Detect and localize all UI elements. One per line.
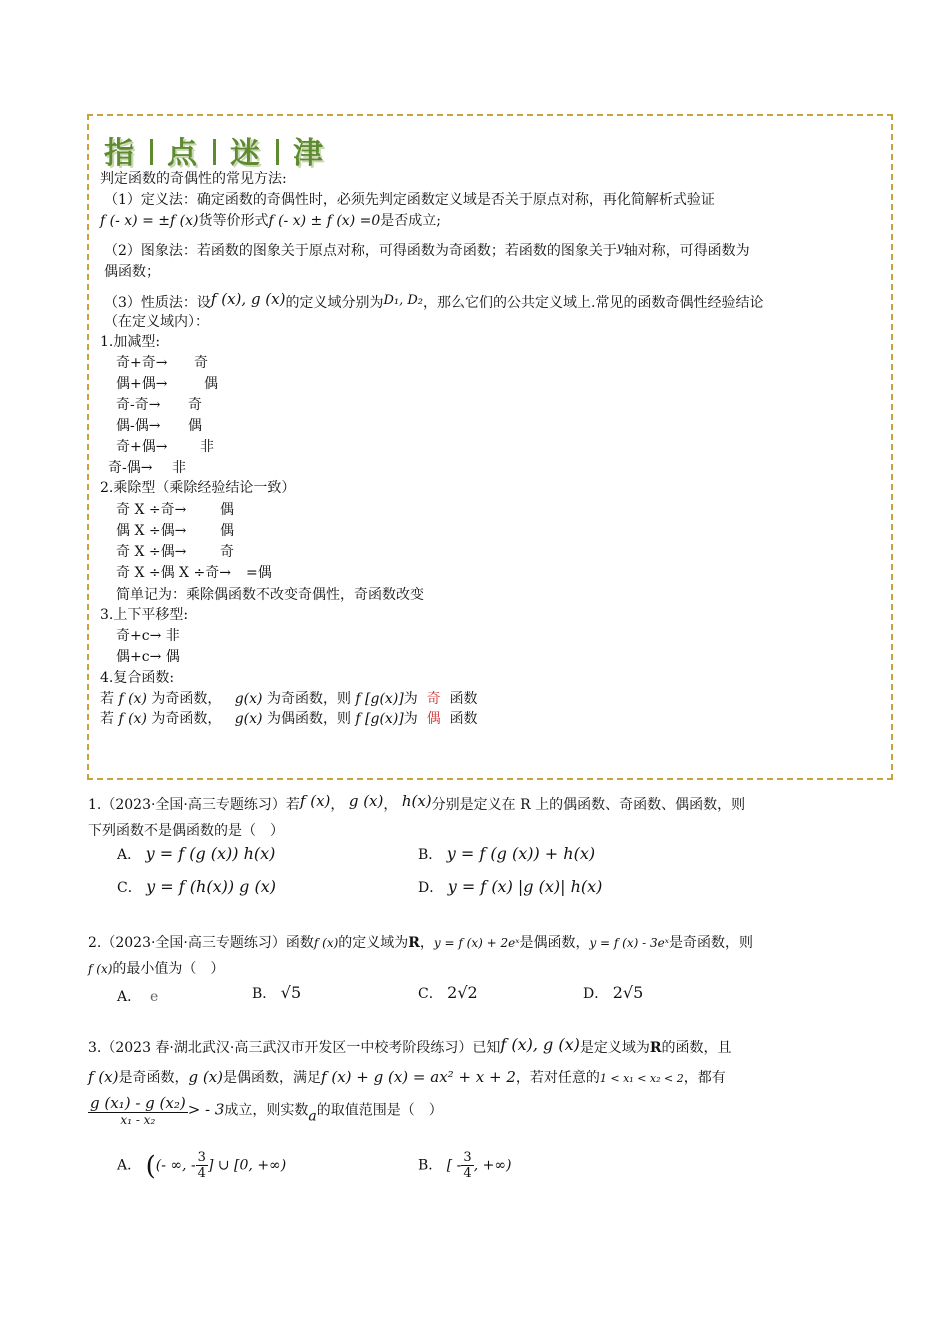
q1-stem-cont: 下列函数不是偶函数的是（ ） — [88, 823, 284, 839]
rule-result: 奇 — [188, 397, 202, 413]
text: 函数 — [449, 691, 478, 707]
method-2-line — [104, 240, 750, 260]
math-fraction — [196, 1150, 208, 1181]
math-expr: h(x) — [401, 792, 432, 810]
option-label: C． — [117, 880, 142, 896]
option-label: B． — [418, 847, 443, 863]
section-title: 2.乘除型（乘除经验结论一致） — [100, 480, 296, 496]
math-expr: f (x), g (x) — [500, 1035, 580, 1054]
text: 3.（2023 春·湖北武汉·高三武汉市开发区一中校考阶段练习）已知 — [88, 1040, 501, 1056]
text: 若 — [100, 691, 114, 707]
math-expr: ] ∪ [0, +∞) — [207, 1157, 287, 1174]
math-expr: (- ∞, - — [155, 1157, 196, 1174]
text: ，那么它们的公共定义域上.常见的函数奇偶性经验结论 — [423, 295, 764, 311]
q1-option-d[interactable] — [418, 877, 602, 897]
math-expr: [ - — [446, 1157, 462, 1174]
banner-char: 津 — [293, 136, 325, 171]
math-expr: f (x) — [118, 711, 147, 727]
text: 是偶函数，满足 — [223, 1070, 322, 1086]
text: ，都有 — [683, 1070, 726, 1086]
text: 分别是定义在 R 上的偶函数、奇函数、偶函数，则 — [431, 797, 746, 813]
option-label: C． — [418, 986, 443, 1002]
math-expr: 2√2 — [447, 983, 478, 1002]
math-expr: g (x) — [188, 1068, 224, 1086]
option-label: B． — [252, 986, 277, 1002]
rule-left: 奇 X ÷偶 X ÷奇→ — [116, 565, 231, 581]
q2-option-d[interactable] — [583, 983, 643, 1003]
q3-option-a[interactable] — [117, 1150, 286, 1182]
math-expr: D₁, D₂ — [383, 293, 424, 308]
math-expr: f (x) — [299, 792, 331, 810]
option-label: A． — [117, 989, 142, 1005]
rule-left: 奇 X ÷偶→ — [116, 544, 187, 560]
text: 轴对称，可得函数为 — [623, 243, 750, 259]
text: 函数 — [449, 711, 478, 727]
text: 的最小值为（ ） — [112, 961, 225, 977]
method-3-cont: （在定义域内）： — [104, 314, 209, 330]
rule-result: 奇 — [220, 544, 234, 560]
text: ，若对任意的 — [515, 1070, 600, 1086]
math-expr: f [g(x)] — [355, 711, 404, 727]
banner-divider — [150, 139, 153, 165]
math-expr: y = f (h(x)) g (x) — [146, 877, 277, 896]
method-1-text: （1）定义法：确定函数的奇偶性时，必须先判定函数定义域是否关于原点对称，再化简解析式验证 — [104, 192, 715, 208]
math-fraction — [88, 1094, 188, 1127]
math-expr: f (x) — [88, 962, 113, 976]
math-expr: f (x) + g (x) = ax² + x + 2 — [321, 1068, 516, 1086]
math-expr: g(x) — [234, 711, 263, 727]
math-R: R — [408, 935, 420, 951]
text: （2）图象法：若函数的图象关于原点对称，可得函数为奇函数；若函数的图象关于 — [104, 243, 617, 259]
text: 为奇函数， — [151, 711, 222, 727]
math-expr: f (x) — [313, 936, 339, 950]
rule-result: 非 — [200, 439, 214, 455]
q2-option-a[interactable] — [117, 986, 158, 1006]
rule-result: 偶 — [188, 418, 202, 434]
math-expr: f (x) — [118, 691, 147, 707]
tip-intro: 判定函数的奇偶性的常见方法: — [100, 171, 287, 187]
text: 1.（2023·全国·高三专题练习）若 — [88, 797, 300, 813]
banner-char: 点 — [167, 136, 199, 171]
text: 的函数，且 — [661, 1040, 732, 1056]
rule-left: 奇-偶→ — [108, 460, 153, 476]
text: 货等价形式 — [198, 213, 269, 229]
text: 是否成立; — [380, 213, 441, 229]
math-expr: , +∞) — [473, 1157, 512, 1174]
fraction-numerator: 3 — [463, 1150, 472, 1165]
text: 为奇函数， — [151, 691, 222, 707]
rule-result: =偶 — [246, 565, 272, 581]
text: 的定义域分别为 — [285, 295, 384, 311]
text: ， — [419, 935, 434, 951]
fraction-denominator: 4 — [197, 1166, 206, 1181]
option-label: A． — [117, 847, 142, 863]
rule-left: 偶-偶→ — [116, 418, 161, 434]
text: 成立，则实数 — [224, 1102, 309, 1119]
math-expr: √5 — [280, 983, 302, 1002]
big-paren: ( — [145, 1151, 156, 1182]
math-expr: e — [150, 989, 159, 1005]
q3-option-b[interactable] — [418, 1150, 511, 1181]
math-expr: f (x) — [88, 1068, 119, 1086]
rule-result: 偶 — [220, 502, 234, 518]
section-title: 3.上下平移型: — [100, 607, 189, 623]
shift-rule: 偶+c→ 偶 — [116, 649, 180, 665]
option-label: B． — [418, 1157, 443, 1174]
shift-rule: 奇+c→ 非 — [116, 628, 180, 644]
q3-inequality-line — [88, 1094, 443, 1127]
fraction-denominator: 4 — [463, 1166, 472, 1181]
method-1-formula-line — [100, 210, 441, 230]
text: 2.（2023·全国·高三专题练习）函数 — [88, 935, 314, 951]
q2-option-b[interactable] — [252, 983, 301, 1003]
rule-left: 奇+偶→ — [116, 439, 168, 455]
rule-result: 奇 — [194, 355, 208, 371]
rule-left: 奇-奇→ — [116, 397, 161, 413]
rule-left: 奇+奇→ — [116, 355, 168, 371]
q2-stem — [88, 932, 753, 952]
highlight-word: 偶 — [426, 711, 441, 727]
tip-banner — [104, 128, 325, 172]
mul-div-note: 简单记为：乘除偶函数不改变奇偶性，奇函数改变 — [116, 587, 424, 603]
math-expr: g(x) — [234, 691, 263, 707]
text: 为 — [403, 691, 418, 707]
math-expr: > - 3 — [187, 1100, 225, 1119]
q3-stem — [88, 1035, 732, 1057]
highlight-word: 奇 — [426, 691, 441, 707]
math-expr: f (- x) = ±f (x) — [100, 213, 199, 229]
math-fraction — [461, 1150, 473, 1181]
method-2-cont: 偶函数； — [104, 264, 160, 280]
q1-option-b[interactable] — [418, 844, 595, 864]
rule-result: 偶 — [220, 523, 234, 539]
q1-option-c[interactable] — [117, 877, 276, 897]
q1-option-a[interactable] — [117, 844, 275, 864]
text: 是定义域为 — [579, 1040, 650, 1056]
math-expr: y = f (x) + 2eˣ — [433, 936, 520, 950]
math-expr: y = f (x) |g (x)| h(x) — [447, 877, 603, 896]
math-expr: 1 < x₁ < x₂ < 2 — [599, 1072, 684, 1085]
method-3-line — [104, 290, 763, 312]
fraction-numerator: g (x₁) - g (x₂) — [90, 1094, 186, 1112]
fraction-numerator: 3 — [197, 1150, 206, 1165]
rule-result: 偶 — [204, 376, 218, 392]
option-label: D． — [418, 880, 444, 896]
option-label: D． — [583, 986, 609, 1002]
math-expr: f [g(x)] — [355, 691, 404, 707]
text: 是偶函数， — [519, 935, 590, 951]
math-expr: y = f (g (x)) + h(x) — [446, 844, 596, 863]
math-y: y — [616, 240, 624, 254]
text: 是奇函数， — [118, 1070, 189, 1086]
text: 为偶函数，则 — [266, 711, 351, 727]
banner-char: 迷 — [230, 136, 262, 171]
math-a: a — [308, 1108, 317, 1125]
banner-divider — [213, 139, 216, 165]
banner-char: 指 — [104, 136, 136, 171]
rule-result: 非 — [172, 460, 186, 476]
math-expr: f (x), g (x) — [210, 290, 286, 308]
math-expr: 2√5 — [612, 983, 644, 1002]
section-title: 4.复合函数: — [100, 670, 175, 686]
fraction-denominator: x₁ - x₂ — [120, 1113, 156, 1127]
rule-left: 奇 X ÷奇→ — [116, 502, 187, 518]
text: 的取值范围是（ ） — [316, 1102, 443, 1119]
option-label: A． — [117, 1157, 142, 1174]
math-expr: g (x) — [348, 792, 384, 810]
math-expr: y = f (x) - 3eˣ — [589, 936, 669, 950]
q1-stem: 1.（2023·全国·高三专题练习）若f (x)， g (x)， h(x)分别是定义在 R 上的偶函数、奇函数、偶函数，则 — [88, 792, 746, 813]
math-R: R — [649, 1040, 662, 1056]
text: 是奇函数，则 — [668, 935, 753, 951]
text: 的定义域为 — [338, 935, 409, 951]
banner-divider — [276, 139, 279, 165]
q2-stem-cont — [88, 958, 224, 978]
rule-left: 偶+偶→ — [116, 376, 168, 392]
q2-option-c[interactable] — [418, 983, 478, 1003]
text: 为 — [403, 711, 418, 727]
q3-stem-cont — [88, 1067, 726, 1087]
composite-rule — [100, 708, 478, 728]
composite-rule — [100, 688, 478, 708]
text: （3）性质法：设 — [104, 295, 211, 311]
section-title: 1.加减型: — [100, 334, 161, 350]
math-expr: y = f (g (x)) h(x) — [145, 844, 276, 863]
rule-left: 偶 X ÷偶→ — [116, 523, 187, 539]
text: 为奇函数，则 — [266, 691, 351, 707]
text: 若 — [100, 711, 114, 727]
math-expr: f (- x) ± f (x) =0 — [268, 213, 381, 229]
